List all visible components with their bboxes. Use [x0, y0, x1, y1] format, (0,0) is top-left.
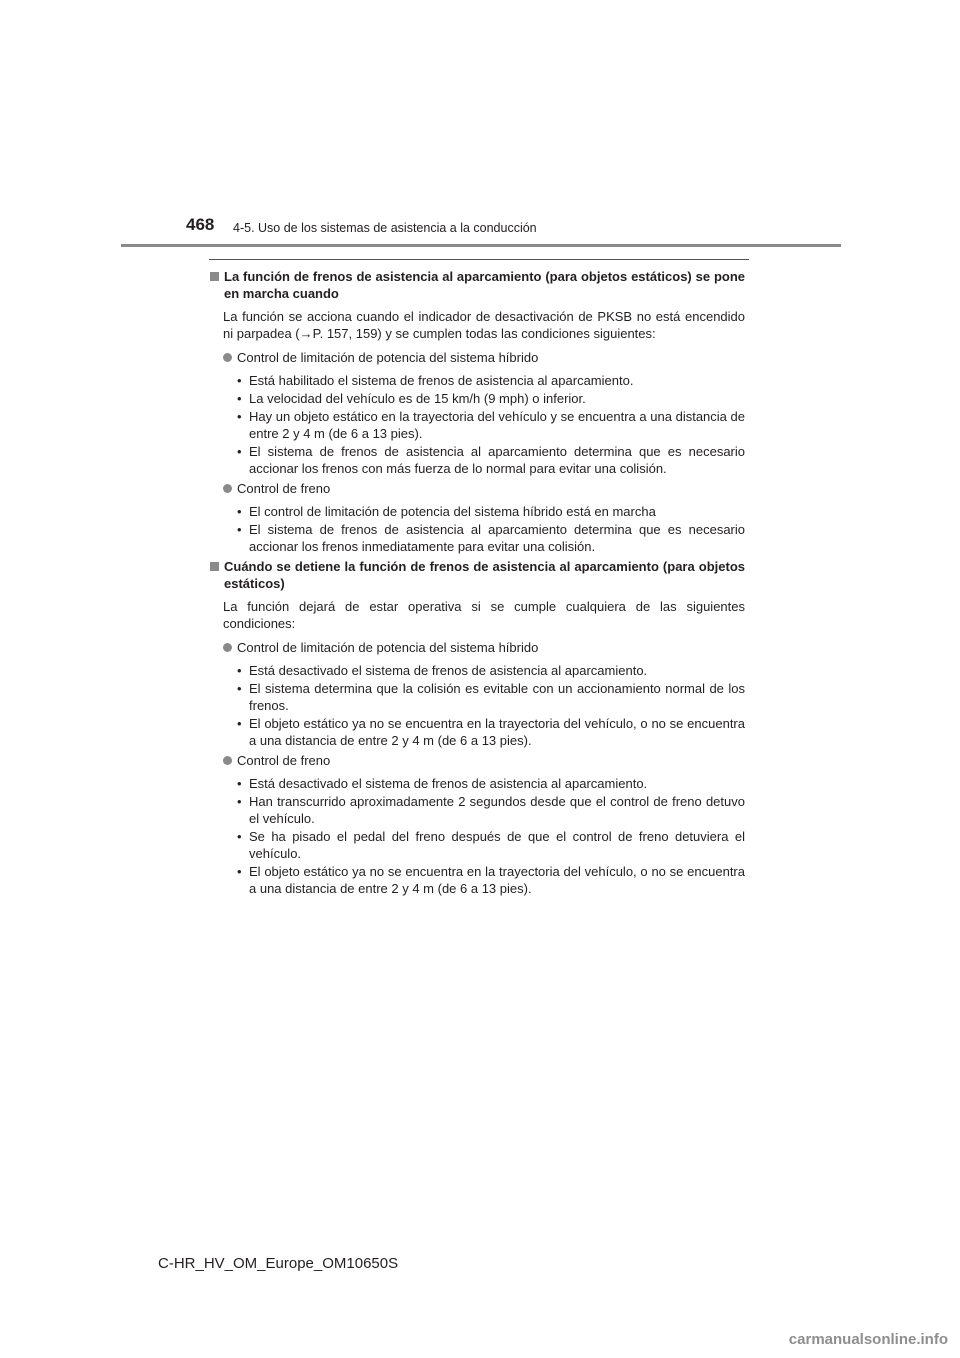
- circle-bullet-icon: [223, 353, 232, 362]
- section-intro: La función dejará de estar operativa si se cumple cualquiera de las siguientes condiciones:: [223, 599, 745, 631]
- section-intro: La función se acciona cuando el indicador de desactivación de PKSB no está encendido ni parpadea (→P. 157, 159) y se cumplen todas las condiciones siguientes:: [223, 309, 745, 341]
- footer-doc-code: C-HR_HV_OM_Europe_OM10650S: [158, 1255, 399, 1272]
- circle-bullet-icon: [223, 643, 232, 652]
- condition-list: [210, 503, 745, 555]
- list-item: • Está habilitado el sistema de frenos de asistencia al aparcamiento.: [237, 373, 634, 388]
- page-content: [210, 268, 745, 900]
- list-item: • El objeto estático ya no se encuentra en la trayectoria del vehículo, o no se encuentra a una distancia de entre 2 y 4 m (de 6 a 13 pies).: [237, 864, 745, 896]
- header-rule: [121, 244, 841, 247]
- list-item: • La velocidad del vehículo es de 15 km/h (9 mph) o inferior.: [237, 391, 586, 406]
- list-item: • Se ha pisado el pedal del freno después de que el control de freno detuviera el vehículo.: [237, 829, 745, 861]
- section-rule: [209, 259, 749, 260]
- list-item: • Hay un objeto estático en la trayectoria del vehículo y se encuentra a una distancia de entre 2 y 4 m (de 6 a 13 pies).: [237, 409, 745, 441]
- section-heading: Cuándo se detiene la función de frenos de asistencia al aparcamiento (para objetos estáticos): [210, 558, 745, 592]
- list-item: • El sistema de frenos de asistencia al aparcamiento determina que es necesario accionar los frenos con más fuerza de lo normal para evitar una colisión.: [237, 444, 745, 476]
- condition-list: [210, 372, 745, 477]
- circle-bullet-icon: [223, 484, 232, 493]
- circle-bullet-icon: [223, 756, 232, 765]
- condition-list: [210, 662, 745, 749]
- page-number: 468: [186, 215, 215, 234]
- chapter-title: 4-5. Uso de los sistemas de asistencia a la conducción: [233, 221, 537, 235]
- square-bullet-icon: [210, 562, 219, 571]
- group-title: Control de freno: [223, 752, 745, 769]
- section-heading: La función de frenos de asistencia al aparcamiento (para objetos estáticos) se pone en marcha cuando: [210, 268, 745, 302]
- list-item: • Han transcurrido aproximadamente 2 segundos desde que el control de freno detuvo el vehículo.: [237, 794, 745, 826]
- group-title: Control de limitación de potencia del sistema híbrido: [223, 639, 745, 656]
- section-activation: [210, 268, 745, 555]
- list-item: • El objeto estático ya no se encuentra en la trayectoria del vehículo, o no se encuentra a una distancia de entre 2 y 4 m (de 6 a 13 pies).: [237, 716, 745, 748]
- section-deactivation: [210, 558, 745, 897]
- list-item: • El sistema determina que la colisión es evitable con un accionamiento normal de los frenos.: [237, 681, 745, 713]
- square-bullet-icon: [210, 272, 219, 281]
- watermark[interactable]: carmanualsonline.info: [788, 1331, 948, 1348]
- group-title: Control de limitación de potencia del sistema híbrido: [223, 349, 745, 366]
- list-item: • Está desactivado el sistema de frenos de asistencia al aparcamiento.: [237, 663, 648, 678]
- group-title: Control de freno: [223, 480, 745, 497]
- list-item: • El control de limitación de potencia del sistema híbrido está en marcha: [237, 504, 656, 519]
- list-item: • Está desactivado el sistema de frenos de asistencia al aparcamiento.: [237, 776, 648, 791]
- list-item: • El sistema de frenos de asistencia al aparcamiento determina que es necesario accionar los frenos inmediatamente para evitar una colisión.: [237, 522, 745, 554]
- condition-list: [210, 775, 745, 897]
